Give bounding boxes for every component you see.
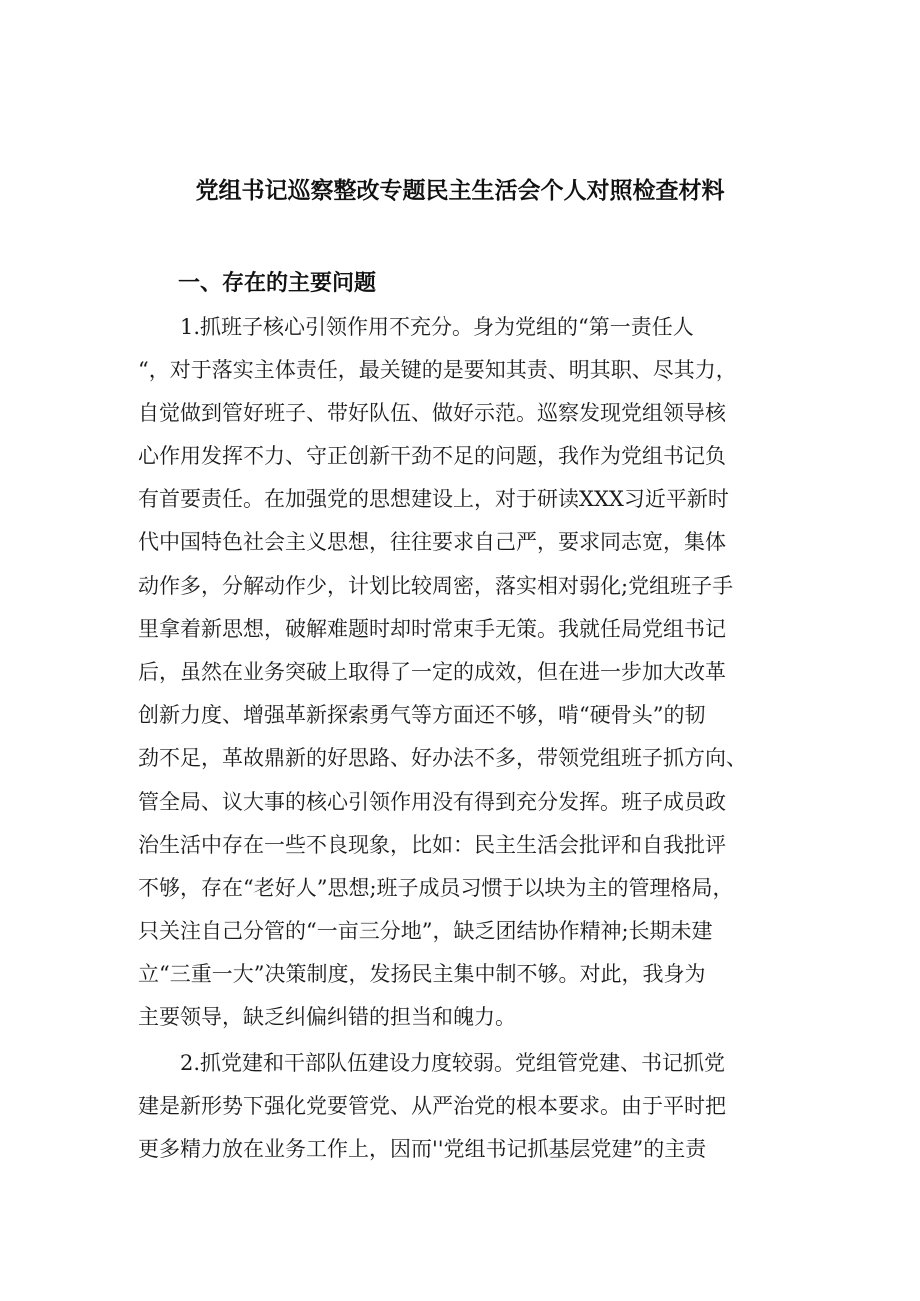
paragraph-line: 更多精力放在业务工作上，因而''党组书记抓基层党建”的主责 <box>138 1137 707 1161</box>
paragraph-line: 只关注自己分管的“一亩三分地”，缺乏团结协作精神;长期未建 <box>138 919 713 943</box>
paragraph-line: “，对于落实主体责任，最关键的是要知其责、明其职、尽其力， <box>138 358 737 382</box>
paragraph-line: 1.抓班子核心引领作用不充分。身为党组的“第一责任人 <box>180 315 694 339</box>
paragraph-line: 创新力度、增强革新探索勇气等方面还不够，啃“硬骨头”的韧 <box>138 703 706 727</box>
paragraph-line: 自觉做到管好班子、带好队伍、做好示范。巡察发现党组领导核 <box>138 401 726 425</box>
section-heading: 一、存在的主要问题 <box>178 271 377 296</box>
paragraph-line: 代中国特色社会主义思想，往往要求自己严，要求同志宽，集体 <box>138 530 726 554</box>
paragraph-line: 后，虽然在业务突破上取得了一定的成效，但在进一步加大改革 <box>138 660 726 684</box>
paragraph-line: 治生活中存在一些不良现象，比如：民主生活会批评和自我批评 <box>138 833 726 857</box>
paragraph-line: 有首要责任。在加强党的思想建设上，对于研读XXX习近平新时 <box>138 487 729 511</box>
paragraph-line: 动作多，分解动作少，计划比较周密，落实相对弱化;党组班子手 <box>138 574 734 598</box>
paragraph-line: 不够，存在“老好人”思想;班子成员习惯于以块为主的管理格局， <box>138 876 734 900</box>
paragraph-line: 立“三重一大”决策制度，发扬民主集中制不够。对此，我身为 <box>138 962 706 986</box>
document-title: 党组书记巡察整改专题民主生活会个人对照检查材料 <box>195 178 725 204</box>
paragraph-line: 劲不足，革故鼎新的好思路、好办法不多，带领党组班子抓方向、 <box>138 746 747 770</box>
paragraph-line: 2.抓党建和干部队伍建设力度较弱。党组管党建、书记抓党 <box>180 1051 726 1075</box>
paragraph-line: 里拿着新思想，破解难题时却时常束手无策。我就任局党组书记 <box>138 617 726 641</box>
paragraph-line: 管全局、议大事的核心引领作用没有得到充分发挥。班子成员政 <box>138 790 726 814</box>
paragraph-line: 心作用发挥不力、守正创新干劲不足的问题，我作为党组书记负 <box>138 444 726 468</box>
paragraph-line: 建是新形势下强化党要管党、从严治党的根本要求。由于平时把 <box>138 1094 726 1118</box>
paragraph-line: 主要领导，缺乏纠偏纠错的担当和魄力。 <box>138 1005 516 1029</box>
